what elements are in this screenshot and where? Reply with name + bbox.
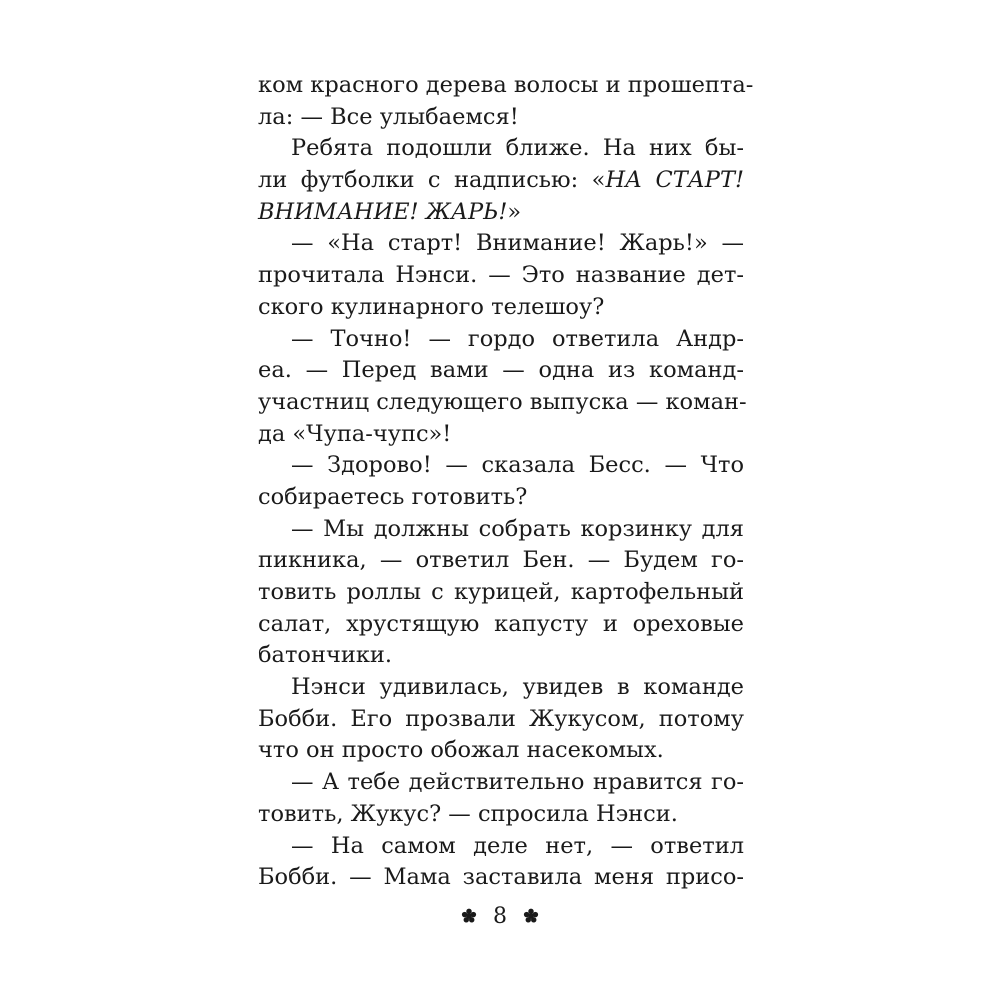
- paragraph-start-line: Нэнси удивилась, увидев в команде: [291, 674, 744, 701]
- italic-fragment: ВНИМАНИЕ! ЖАРЬ!: [258, 198, 508, 225]
- text-line: ком красного дерева волосы и прошепта-: [258, 72, 754, 98]
- text-line: [258, 197, 744, 229]
- text-line: Бобби. Его прозвали Жукусом, потому: [258, 705, 744, 732]
- page-footer: [0, 898, 1000, 934]
- text-line: пикника, — ответил Бен. — Будем го-: [258, 547, 744, 574]
- paragraph-start-line: — Мы должны собрать корзинку для: [291, 515, 744, 542]
- text-line: Бобби. — Мама заставила меня присо-: [258, 864, 744, 891]
- body-text: [258, 70, 754, 894]
- text-line: товить роллы с курицей, картофельный: [258, 579, 744, 605]
- text-line: товить, Жукус? — спросила Нэнси.: [258, 800, 678, 827]
- text-fragment: »: [507, 198, 522, 225]
- text-line: собираетесь готовить?: [258, 483, 528, 510]
- italic-fragment: НА СТАРТ!: [605, 167, 744, 194]
- text-line: еа. — Перед вами — одна из команд-: [258, 357, 744, 384]
- text-line: что он просто обожал насекомых.: [258, 737, 664, 764]
- text-line: да «Чупа-чупс»!: [258, 420, 452, 447]
- text-line: салат, хрустящую капусту и ореховые: [258, 610, 744, 637]
- text-line: прочитала Нэнси. — Это название дет-: [258, 262, 744, 289]
- paragraph-start-line: — Здорово! — сказала Бесс. — Что: [291, 452, 744, 479]
- text-line: батончики.: [258, 642, 393, 669]
- flower-ornament-icon: [461, 908, 477, 924]
- text-fragment: ли футболки с надписью: «: [258, 167, 606, 194]
- paragraph-start-line: Ребята подошли ближе. На них бы-: [291, 135, 744, 162]
- text-line: ского кулинарного телешоу?: [258, 293, 605, 320]
- text-line: ла: — Все улыбаемся!: [258, 103, 519, 130]
- paragraph-start-line: — На самом деле нет, — ответил: [291, 832, 744, 859]
- paragraph-start-line: — «На старт! Внимание! Жарь!» —: [291, 230, 744, 257]
- paragraph-start-line: — Точно! — гордо ответила Андр-: [291, 325, 744, 352]
- text-line: [258, 165, 744, 197]
- flower-ornament-icon: [523, 908, 539, 924]
- paragraph-start-line: — А тебе действительно нравится го-: [291, 769, 744, 796]
- page-number: 8: [493, 903, 507, 929]
- text-line: участниц следующего выпуска — коман-: [258, 388, 747, 415]
